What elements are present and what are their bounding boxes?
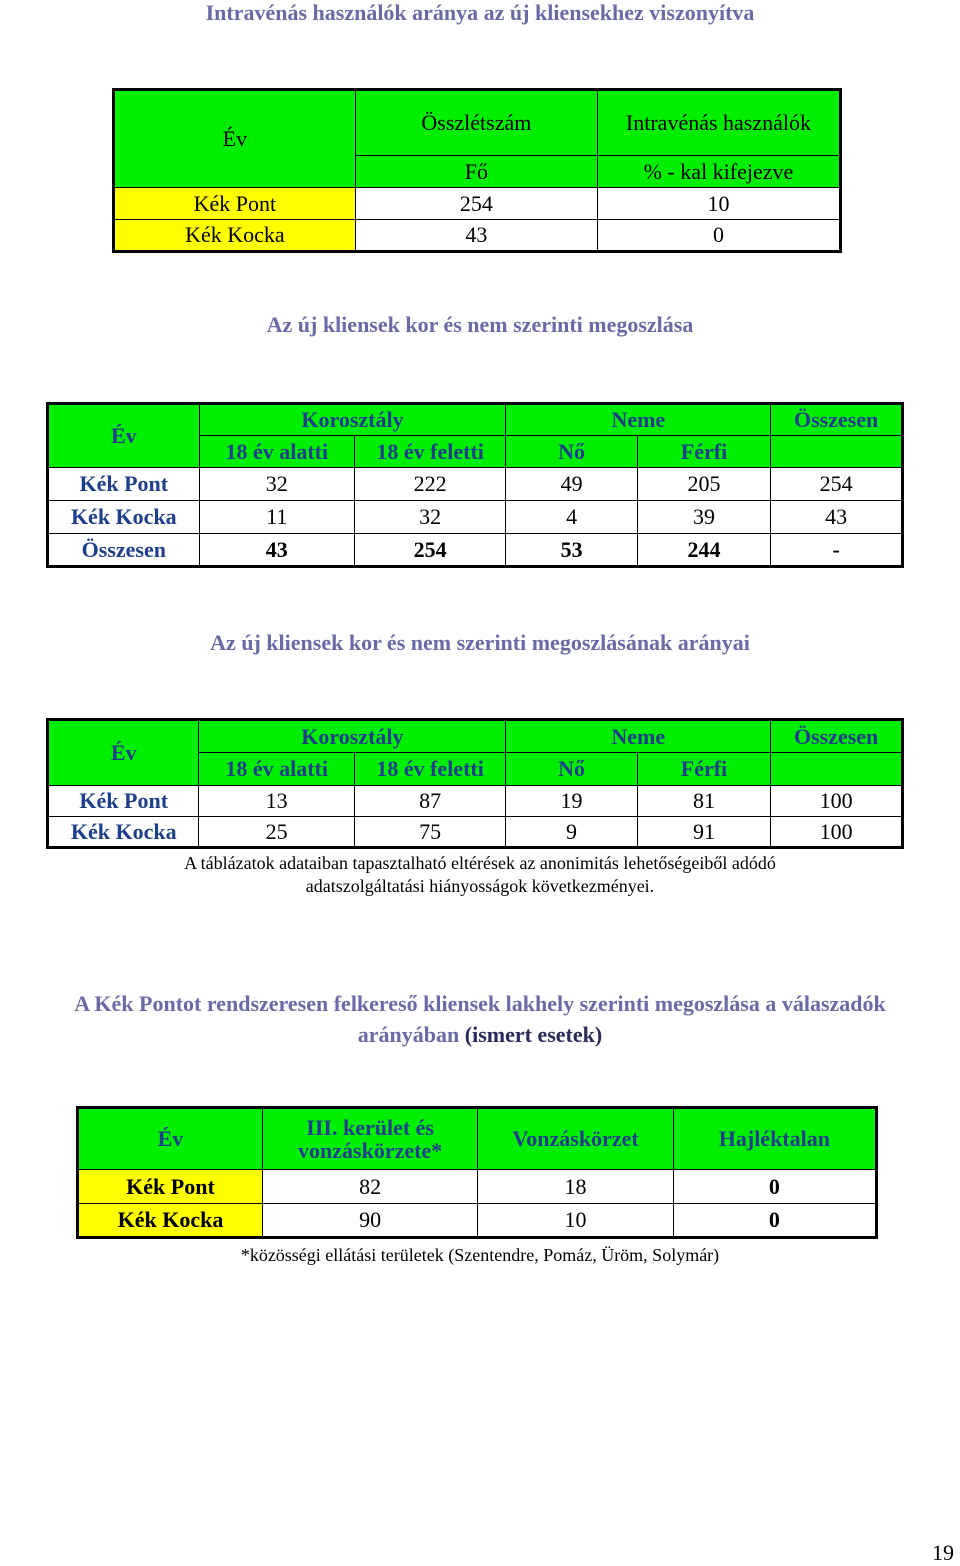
cell-over18: 222 bbox=[354, 468, 505, 501]
cell-kerulet: 82 bbox=[262, 1170, 477, 1204]
row-label: Kék Kocka bbox=[78, 1204, 263, 1238]
header-ev: Év bbox=[78, 1108, 263, 1170]
page-number: 19 bbox=[932, 1540, 954, 1565]
subheader-ferfi: Férfi bbox=[637, 436, 770, 468]
cell-under18: 11 bbox=[199, 501, 354, 534]
cell-vonzas: 10 bbox=[478, 1204, 673, 1238]
header-osszesen: Összesen bbox=[771, 404, 903, 436]
cell-vonzas: 18 bbox=[478, 1170, 673, 1204]
header-ev: Év bbox=[114, 90, 356, 188]
cell-over18: 254 bbox=[354, 534, 505, 567]
header-osszesen: Összesen bbox=[771, 720, 903, 753]
cell-total: 43 bbox=[771, 501, 903, 534]
header-ev: Év bbox=[48, 720, 199, 786]
header-vonzaskorzet: Vonzáskörzet bbox=[478, 1108, 673, 1170]
subheader-pct: % - kal kifejezve bbox=[597, 156, 840, 188]
subheader-over18: 18 év feletti bbox=[354, 436, 505, 468]
cell-hajlek: 0 bbox=[673, 1204, 876, 1238]
cell-under18: 32 bbox=[199, 468, 354, 501]
title-age-gender-distribution: Az új kliensek kor és nem szerinti megoszlása bbox=[266, 312, 694, 337]
table-row bbox=[114, 220, 841, 252]
footnote-areas: *közösségi ellátási területek (Szentendre, Pomáz, Üröm, Solymár) bbox=[240, 1245, 720, 1265]
cell-kerulet: 90 bbox=[262, 1204, 477, 1238]
subheader-under18: 18 év alatti bbox=[199, 436, 354, 468]
cell-over18: 87 bbox=[354, 786, 505, 817]
header-kerulet: III. kerület és vonzáskörzete* bbox=[262, 1108, 477, 1170]
cell-ferfi: 81 bbox=[637, 786, 771, 817]
cell-total: 100 bbox=[771, 786, 903, 817]
header-neme: Neme bbox=[506, 404, 771, 436]
row-label: Összesen bbox=[48, 534, 200, 567]
cell-total: 254 bbox=[771, 468, 903, 501]
title-intravenous-ratio: Intravénás használók aránya az új kliensekhez viszonyítva bbox=[205, 0, 755, 25]
subheader-over18: 18 év feletti bbox=[354, 753, 505, 786]
table-row bbox=[48, 786, 903, 817]
header-ev: Év bbox=[48, 404, 200, 468]
cell-ferfi: 91 bbox=[637, 817, 771, 848]
table-intravenous bbox=[112, 88, 842, 253]
footnote-line: A táblázatok adataiban tapasztalható eltérések az anonimitás lehetőségeiből adódó bbox=[184, 853, 776, 873]
row-label: Kék Kocka bbox=[48, 817, 199, 848]
table-row bbox=[114, 188, 841, 220]
table-row bbox=[48, 817, 903, 848]
header-intravenas: Intravénás használók bbox=[597, 90, 840, 156]
header-osszletszam: Összlétszám bbox=[355, 90, 597, 156]
subheader-under18: 18 év alatti bbox=[199, 753, 354, 786]
cell-no: 9 bbox=[506, 817, 637, 848]
cell-under18: 25 bbox=[199, 817, 354, 848]
cell-hajlek: 0 bbox=[673, 1170, 876, 1204]
footnote-anonymity bbox=[0, 852, 960, 898]
footnote-line: adatszolgáltatási hiányosságok következményei. bbox=[305, 876, 655, 896]
row-label: Kék Pont bbox=[114, 188, 356, 220]
row-label: Kék Pont bbox=[48, 786, 199, 817]
cell-total: 254 bbox=[355, 188, 597, 220]
cell-no: 4 bbox=[506, 501, 637, 534]
cell-total: 43 bbox=[355, 220, 597, 252]
cell-ferfi: 244 bbox=[637, 534, 770, 567]
subheader-no: Nő bbox=[506, 436, 637, 468]
cell-under18: 43 bbox=[199, 534, 354, 567]
table-row bbox=[48, 501, 903, 534]
table-row bbox=[78, 1204, 877, 1238]
cell-no: 19 bbox=[506, 786, 637, 817]
table-age-gender bbox=[46, 402, 904, 568]
cell-ferfi: 39 bbox=[637, 501, 770, 534]
cell-total: - bbox=[771, 534, 903, 567]
table-row bbox=[78, 1170, 877, 1204]
table-row bbox=[48, 468, 903, 501]
cell-under18: 13 bbox=[199, 786, 354, 817]
header-korosztaly: Korosztály bbox=[199, 720, 506, 753]
header-hajlektalan: Hajléktalan bbox=[673, 1108, 876, 1170]
row-label: Kék Pont bbox=[48, 468, 200, 501]
subheader-fo: Fő bbox=[355, 156, 597, 188]
title-age-gender-ratios: Az új kliensek kor és nem szerinti megoszlásának arányai bbox=[210, 630, 750, 655]
title-part: arányában bbox=[357, 1022, 460, 1047]
title-line: A Kék Pontot rendszeresen felkereső kliensek lakhely szerinti megoszlása a válaszadók bbox=[74, 991, 886, 1016]
title-residence-distribution bbox=[0, 988, 960, 1050]
cell-total: 100 bbox=[771, 817, 903, 848]
header-korosztaly: Korosztály bbox=[199, 404, 506, 436]
cell-over18: 32 bbox=[354, 501, 505, 534]
table-residence bbox=[76, 1106, 878, 1239]
title-line bbox=[0, 1019, 960, 1050]
row-label: Kék Pont bbox=[78, 1170, 263, 1204]
row-label: Kék Kocka bbox=[114, 220, 356, 252]
title-part-known-cases: (ismert esetek) bbox=[459, 1022, 603, 1047]
cell-no: 53 bbox=[506, 534, 637, 567]
subheader-ferfi: Férfi bbox=[637, 753, 771, 786]
table-row bbox=[48, 534, 903, 567]
cell-over18: 75 bbox=[354, 817, 505, 848]
table-age-gender-ratios bbox=[46, 718, 904, 849]
cell-ferfi: 205 bbox=[637, 468, 770, 501]
cell-pct: 0 bbox=[597, 220, 840, 252]
cell-pct: 10 bbox=[597, 188, 840, 220]
row-label: Kék Kocka bbox=[48, 501, 200, 534]
cell-no: 49 bbox=[506, 468, 637, 501]
header-neme: Neme bbox=[506, 720, 771, 753]
subheader-empty bbox=[771, 436, 903, 468]
subheader-empty bbox=[771, 753, 903, 786]
subheader-no: Nő bbox=[506, 753, 637, 786]
